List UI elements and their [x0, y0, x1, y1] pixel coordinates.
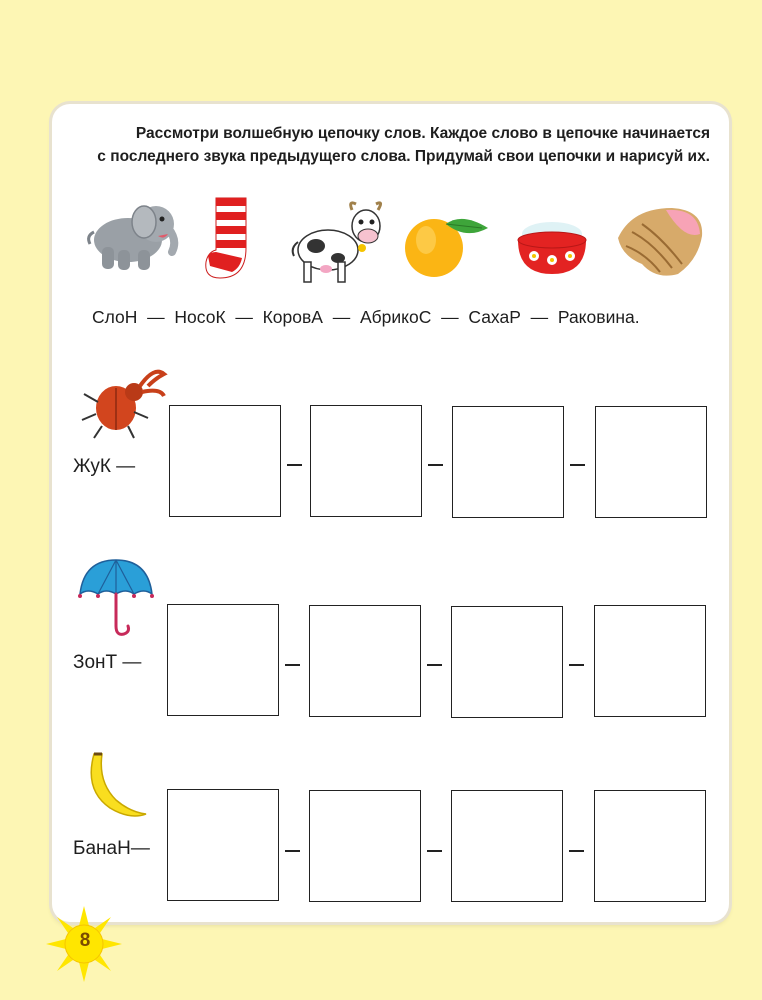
box-separator — [427, 664, 442, 666]
drawing-box[interactable] — [594, 790, 706, 902]
drawing-box[interactable] — [310, 405, 422, 517]
instructions — [74, 122, 710, 168]
drawing-box[interactable] — [169, 405, 281, 517]
page-number: 8 — [79, 930, 91, 951]
drawing-box[interactable] — [309, 790, 421, 902]
box-separator — [428, 464, 443, 466]
sock-picture — [202, 194, 268, 284]
drawing-box[interactable] — [594, 605, 706, 717]
drawing-box[interactable] — [595, 406, 707, 518]
row-3-label: БанаН— — [73, 838, 150, 859]
drawing-box[interactable] — [167, 604, 279, 716]
chain-word: Раковина. — [557, 307, 640, 327]
drawing-box[interactable] — [451, 790, 563, 902]
elephant-picture — [76, 192, 182, 274]
example-chain — [92, 307, 712, 328]
banana-picture — [80, 750, 152, 822]
row-2-label: ЗонТ — — [73, 652, 142, 673]
instructions-line-2: с последнего звука предыдущего слова. Придумай свои цепочки и нарисуй их. — [97, 148, 710, 165]
chain-word: АбрикоС — [359, 307, 432, 327]
chain-separator: — — [441, 307, 459, 327]
box-separator — [570, 464, 585, 466]
box-separator — [285, 664, 300, 666]
chain-separator: — — [530, 307, 549, 327]
instructions-line-1: Рассмотри волшебную цепочку слов. Каждое слово в цепочке начинается — [135, 125, 710, 142]
chain-word: СахаР — [468, 307, 521, 327]
drawing-box[interactable] — [452, 406, 564, 518]
drawing-box[interactable] — [451, 606, 563, 718]
chain-word: СлоН — [92, 307, 138, 327]
sugar-bowl-picture — [510, 216, 594, 278]
beetle-picture — [76, 362, 172, 442]
box-separator — [287, 464, 302, 466]
box-separator — [285, 850, 300, 852]
drawing-box[interactable] — [309, 605, 421, 717]
chain-word: КоровА — [262, 307, 323, 327]
cow-picture — [286, 196, 390, 288]
box-separator — [427, 850, 442, 852]
row-1-label: ЖуК — — [73, 456, 136, 477]
apricot-picture — [402, 210, 494, 280]
box-separator — [569, 850, 584, 852]
chain-separator: — — [332, 307, 351, 327]
drawing-box[interactable] — [167, 789, 279, 901]
chain-word: НосоК — [174, 307, 226, 327]
chain-separator: — — [147, 307, 165, 327]
chain-separator: — — [235, 307, 253, 327]
umbrella-picture — [76, 556, 156, 640]
box-separator — [569, 664, 584, 666]
worksheet-card — [52, 104, 729, 922]
seashell-picture — [612, 202, 708, 282]
